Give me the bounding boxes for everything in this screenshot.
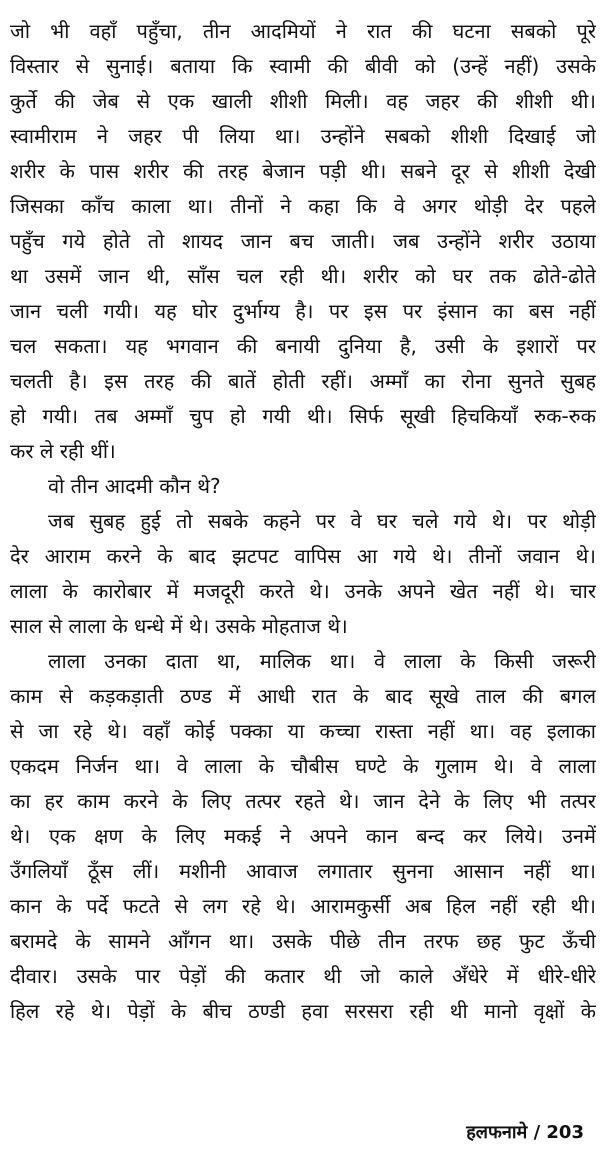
page-footer: हलफनामे / 203 <box>466 1122 584 1143</box>
paragraph-start-line: जब सुबह हुई तो सबके कहने पर वे घर चले गये थे। पर थोड़ी <box>48 509 596 533</box>
text-line: चलती है। इस तरह की बातें होती रहीं। अम्माँ का रोना सुनते सुबह <box>10 369 596 393</box>
text-line: बरामदे के सामने आँगन था। उसके पीछे तीन तरफ छह फुट ऊँची <box>10 929 596 953</box>
text-line: हिल रहे थे। पेड़ों के बीच ठण्डी हवा सरसरा रही थी मानो वृक्षों के <box>10 999 596 1023</box>
text-line: कान के पर्दे फटते से लग रहे थे। आरामकुर्सी अब हिल नहीं रही थी। <box>10 894 596 918</box>
text-line: एकदम निर्जन था। वे लाला के चौबीस घण्टे के गुलाम थे। वे लाला <box>10 754 596 778</box>
text-line: पहुँच गये होते तो शायद जान बच जाती। जब उन्होंने शरीर उठाया <box>10 229 596 253</box>
text-line: से जा रहे थे। वहाँ कोई पक्का या कच्चा रास्ता नहीं था। वह इलाका <box>10 719 596 743</box>
text-line: जो भी वहाँ पहुँचा, तीन आदमियों ने रात की घटना सबको पूरे <box>10 19 596 43</box>
question-line: वो तीन आदमी कौन थे? <box>48 474 221 498</box>
text-line: थे। एक क्षण के लिए मकई ने अपने कान बन्द कर लिये। उनमें <box>10 824 596 848</box>
text-line: काम से कड़कड़ाती ठण्ड में आधी रात के बाद सूखे ताल की बगल <box>10 684 596 708</box>
body-text <box>10 14 596 1029</box>
text-line: जान चली गयी। यह घोर दुर्भाग्य है। पर इस पर इंसान का बस नहीं <box>10 299 596 323</box>
text-line: लाला के कारोबार में मजदूरी करते थे। उनके अपने खेत नहीं थे। चार <box>10 579 596 603</box>
text-line: कर ले रही थीं। <box>10 439 116 463</box>
text-line: स्वामीराम ने जहर पी लिया था। उन्होंने सबको शीशी दिखाई जो <box>10 124 596 148</box>
text-line: जिसका काँच काला था। तीनों ने कहा कि वे अगर थोड़ी देर पहले <box>10 194 596 218</box>
text-line: देर आराम करने के बाद झटपट वापिस आ गये थे। तीनों जवान थे। <box>10 544 596 568</box>
paragraph-start-line: लाला उनका दाता था, मालिक था। वे लाला के किसी जरूरी <box>48 649 596 673</box>
text-line: विस्तार से सुनाई। बताया कि स्वामी की बीवी को (उन्हें नहीं) उसके <box>10 54 596 78</box>
text-line: कुर्ते की जेब से एक खाली शीशी मिली। वह जहर की शीशी थी। <box>10 89 596 113</box>
text-line: शरीर के पास शरीर की तरह बेजान पड़ी थी। सबने दूर से शीशी देखी <box>10 159 596 183</box>
text-line: उँगलियाँ ठूँस लीं। मशीनी आवाज लगातार सुनना आसान नहीं था। <box>10 859 596 883</box>
text-line: चल सकता। यह भगवान की बनायी दुनिया है, उसी के इशारों पर <box>10 334 596 358</box>
text-line: हो गयी। तब अम्माँ चुप हो गयी थी। सिर्फ सूखी हिचकियाँ रुक-रुक <box>10 404 596 428</box>
text-line: साल से लाला के धन्धे में थे। उसके मोहताज थे। <box>10 614 348 638</box>
text-line: था उसमें जान थी, साँस चल रही थी। शरीर को घर तक ढोते-ढोते <box>10 264 596 288</box>
text-line: का हर काम करने के लिए तत्पर रहते थे। जान देने के लिए भी तत्पर <box>10 789 596 813</box>
text-line: दीवार। उसके पार पेड़ों की कतार थी जो काले अँधेरे में धीरे-धीरे <box>10 964 596 988</box>
